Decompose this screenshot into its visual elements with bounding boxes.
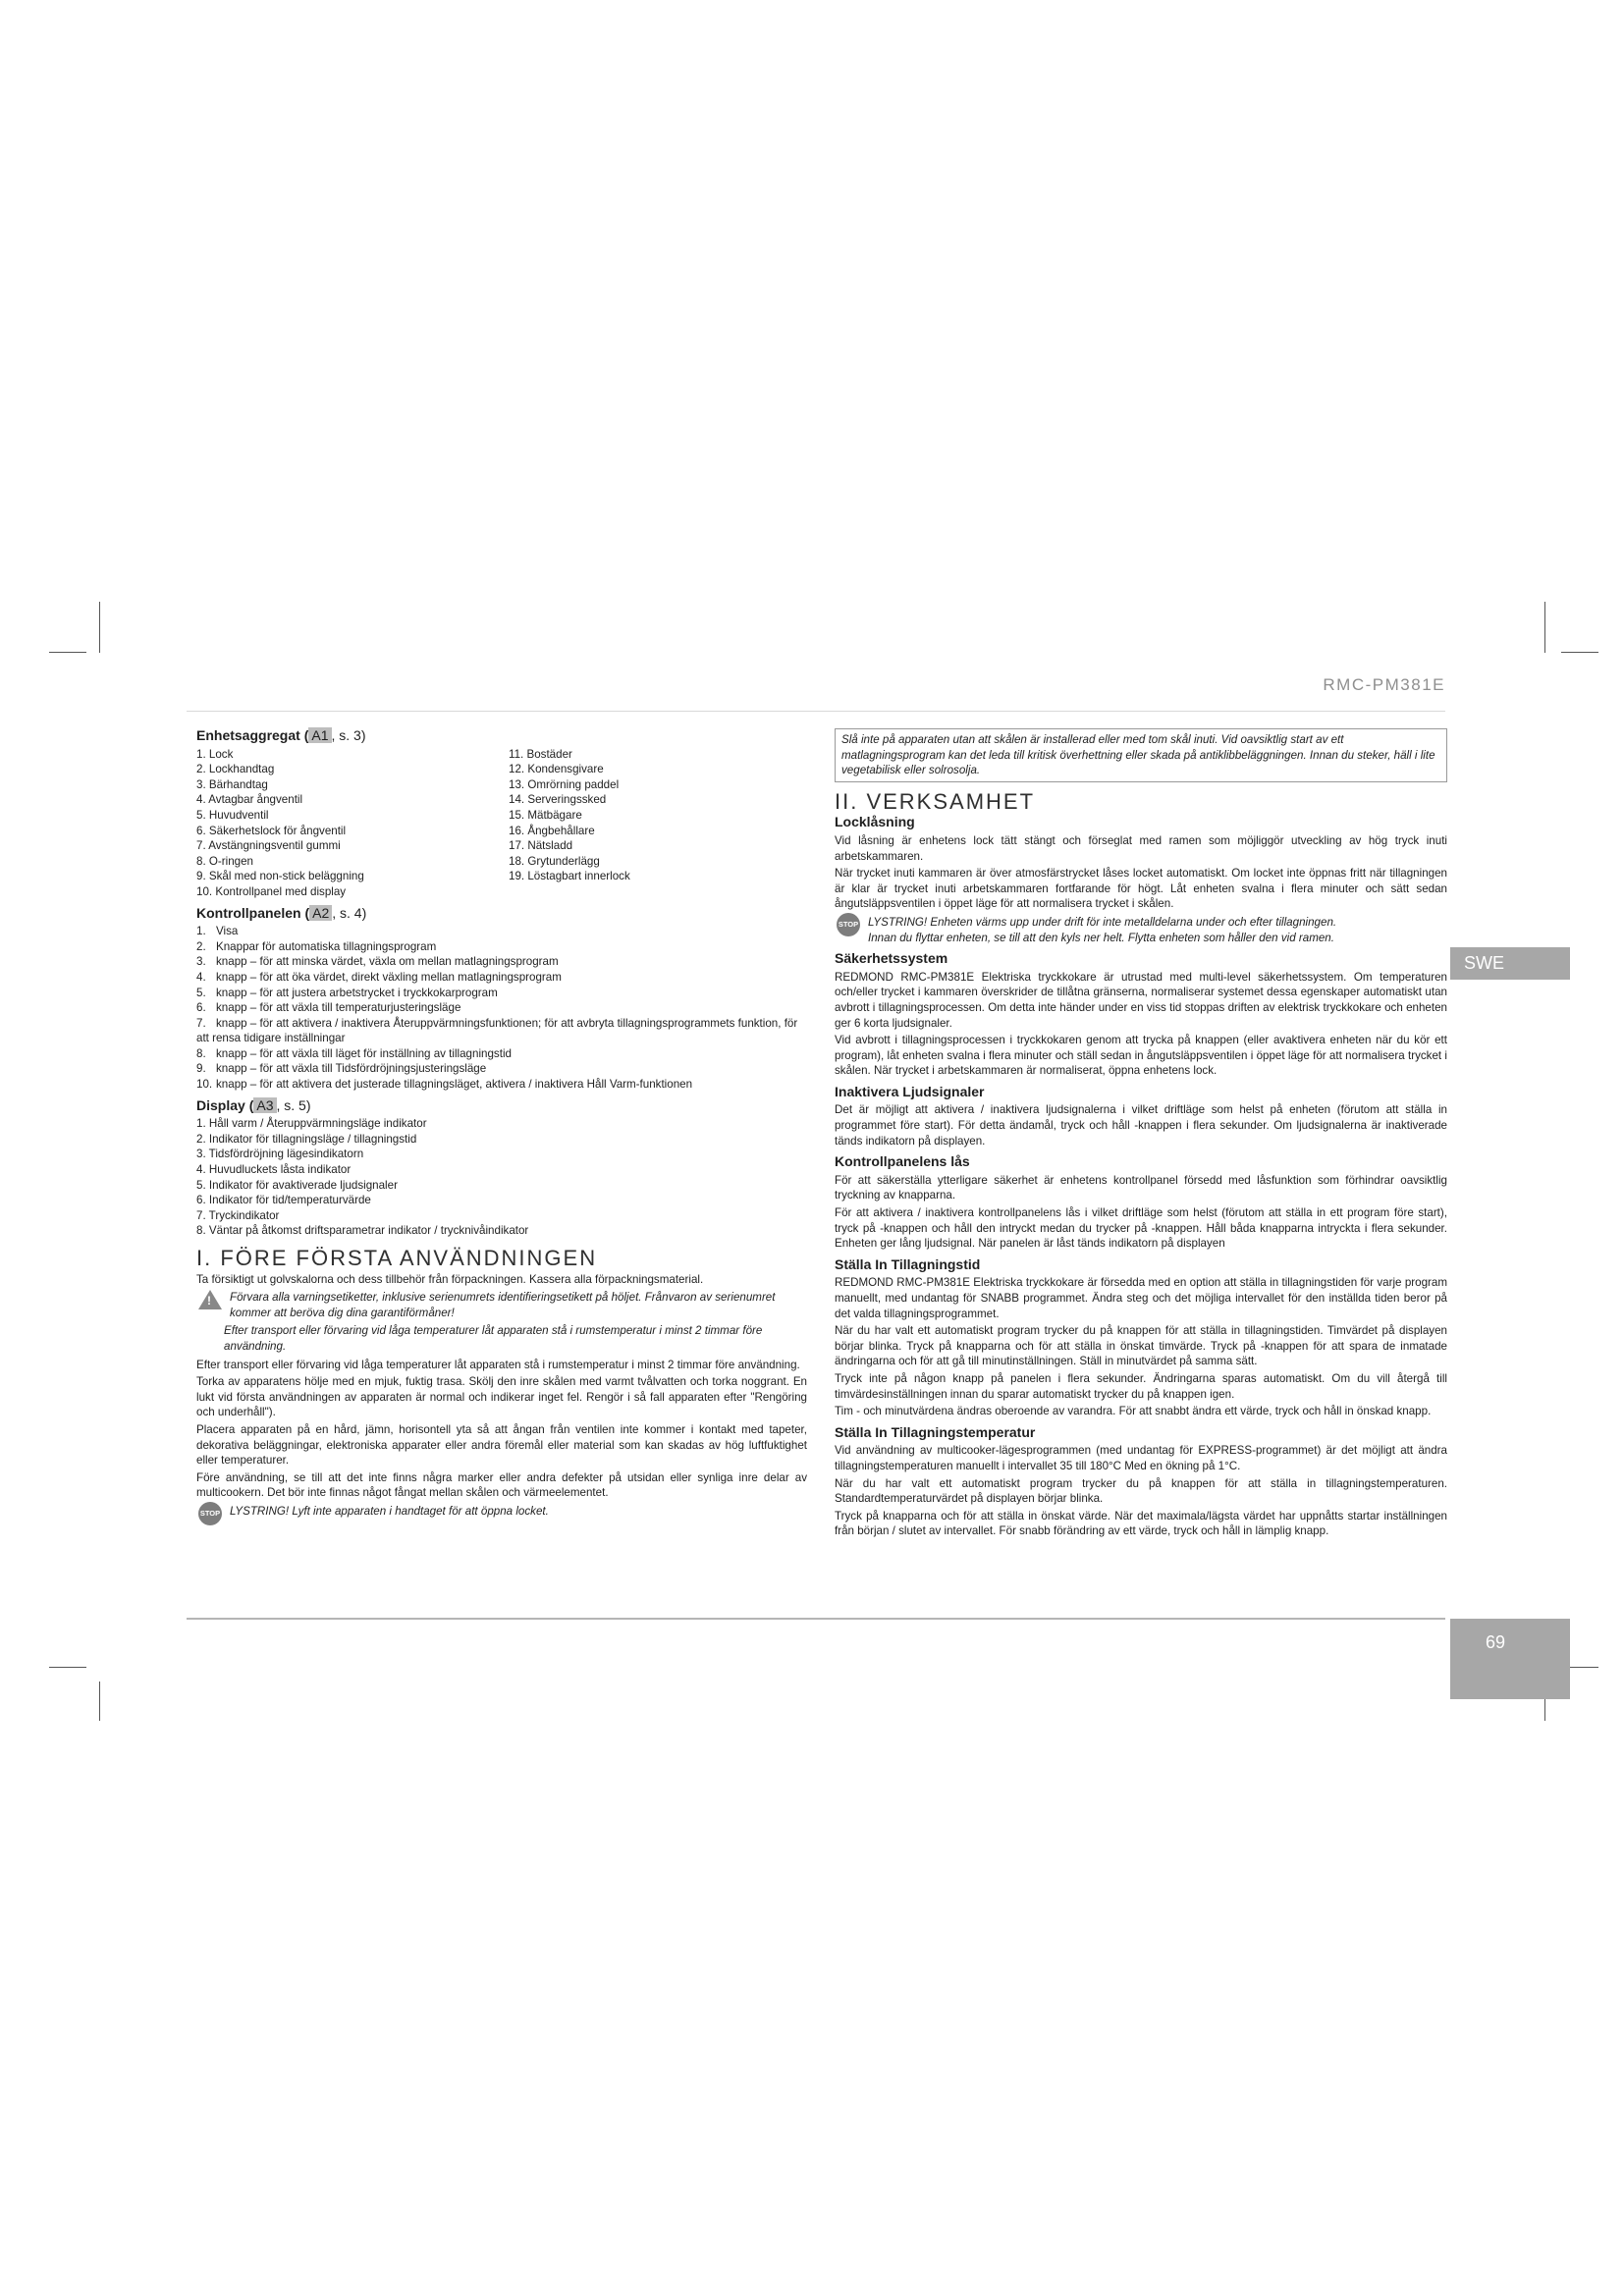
operation-heading: II. VERKSAMHET xyxy=(835,788,1036,814)
list-item: 1. Håll varm / Återuppvärmningsläge indikator xyxy=(196,1117,427,1131)
section-title: Kontrollpanelens lås xyxy=(835,1153,970,1170)
crop-mark xyxy=(49,652,86,653)
list-item: 15. Mätbägare xyxy=(509,808,582,822)
paragraph: När du har valt ett automatiskt program trycker du på knappen för att ställa in tillagningstemperaturen. Standardtemperaturvärdet på displayen börjar blinka. xyxy=(835,1476,1447,1506)
list-item: 3. Tidsfördröjning lägesindikatorn xyxy=(196,1148,364,1161)
footer-divider xyxy=(187,1618,1445,1620)
assembly-list xyxy=(196,747,807,900)
figure-tag: A3 xyxy=(253,1097,276,1113)
section-title: Ställa In Tillagningstemperatur xyxy=(835,1423,1036,1440)
list-item: 10. Kontrollpanel med display xyxy=(196,884,347,898)
model-number: RMC-PM381E xyxy=(1323,675,1445,694)
list-item: 6. Indikator för tid/temperaturvärde xyxy=(196,1194,371,1207)
paragraph: Det är möjligt att aktivera / inaktivera ljudsignalerna i vilket driftläge som helst på enheten (förutom att ställa in programmet före start). För detta ändamål, tryck och håll -knappen i flera sekunder. Om ljudsignalerna är inaktiverade tänds indikatorn på displayen. xyxy=(835,1103,1447,1148)
list-item: 4. knapp – för att öka värdet, direkt växling mellan matlagningsprogram xyxy=(196,970,562,984)
paragraph: Vid användning av multicooker-lägesprogrammen (med undantag för EXPRESS-programmet) är det möjligt att ändra tillagningstemperaturen manuellt i intervallet 35 till 180°C Med en ökning på 1°C. xyxy=(835,1444,1447,1472)
list-item: 5. Huvudventil xyxy=(196,808,269,822)
list-item: 12. Kondensgivare xyxy=(509,763,604,776)
crop-mark xyxy=(1544,602,1545,653)
crop-mark xyxy=(99,602,100,653)
assembly-heading: Enhetsaggregat ( A1 , s. 3) xyxy=(196,727,366,743)
list-item: 8. O-ringen xyxy=(196,854,253,868)
list-item: 10. knapp – för att aktivera det justerade tillagningsläget, aktivera / inaktivera Håll Varm-funktionen xyxy=(196,1078,693,1092)
figure-tag: A1 xyxy=(308,727,331,743)
left-column xyxy=(196,722,807,1526)
list-item: 2. Lockhandtag xyxy=(196,763,275,776)
section-title: Inaktivera Ljudsignaler xyxy=(835,1083,985,1099)
language-tab: SWE xyxy=(1450,947,1570,980)
list-item: 2. Knappar för automatiska tillagningsprogram xyxy=(196,939,437,953)
paragraph: Tryck inte på någon knapp på panelen i flera sekunder. Ändringarna sparas automatiskt. Om du vill återgå till timvärdesinställningen innan du sparar automatiskt trycker du på knappen igen. xyxy=(835,1371,1447,1401)
paragraph: Placera apparaten på en hård, jämn, horisontell yta så att ångan från ventilen inte kommer i kontakt med tapeter, dekorativa beläggningar, elektroniska apparater eller andra föremål eller material som kan skadas av hög luftfuktighet eller temperaturer. xyxy=(196,1422,807,1468)
paragraph: För att säkerställa ytterligare säkerhet är enhetens kontrollpanel försedd med låsfunktion som förhindrar oavsiktlig tryckning av knapparna. xyxy=(835,1173,1447,1202)
panel-heading: Kontrollpanelen ( A2 , s. 4) xyxy=(196,904,367,921)
italic-note: Efter transport eller förvaring vid låga temperaturer låt apparaten stå i rumstemperatur i minst 2 timmar före användning. xyxy=(224,1324,763,1353)
paragraph: REDMOND RMC-PM381E Elektriska tryckkokare är försedda med en option att ställa in tillagningstiden för varje program manuellt, med undantag för SNABB programmet. Ändra steg och det möjliga intervallet för den inställda tiden beror på det valda tillagningsprogrammet. xyxy=(835,1276,1447,1320)
paragraph: När trycket inuti kammaren är över atmosfärstrycket låses locket automatiskt. Om locket inte öppnas fritt när tillagningen är klar är trycket inuti arbetskammaren fortfarande för högt. Låt enheten svalna i flera minuter och sätt sedan ångutsläppsventilen i öppet läge för att normalisera trycket i skålen. xyxy=(835,867,1447,911)
warning-note: ! Förvara alla varningsetiketter, inklusive serienumrets identifieringsetikett på höljet. Frånvaron av serienumret kommer att beröva dig dina garantiförmåner! xyxy=(196,1290,807,1320)
stop-icon: STOP xyxy=(198,1502,222,1525)
display-heading: Display ( A3 , s. 5) xyxy=(196,1096,311,1113)
list-item: 14. Serveringssked xyxy=(509,793,607,807)
right-column xyxy=(835,728,1447,1541)
list-item: 8. Väntar på åtkomst driftsparametrar indikator / trycknivåindikator xyxy=(196,1224,529,1238)
list-item: 16. Ångbehållare xyxy=(509,824,595,837)
paragraph: Vid avbrott i tillagningsprocessen i tryckkokaren genom att trycka på knappen (eller avaktivera enheten när du kör ett program), låt enheten svalna i flera minuter och ställ sedan in ångutsläppsventilen i öppet läge för att normalisera trycket i skålen. När trycket i arbetskammaren är normaliserat, öppna enhetens lock. xyxy=(835,1034,1447,1078)
paragraph: Före användning, se till att det inte finns några marker eller andra defekter på utsidan eller synliga inre delar av multicookern. Det bör inte finnas något fångat mellan skålen och värmeelementet. xyxy=(196,1470,807,1500)
paragraph: REDMOND RMC-PM381E Elektriska tryckkokare är utrustad med multi-level säkerhetssystem. Om temperaturen och/eller trycket i kammaren överskrider de tillåtna gränserna, normaliserar systemet dessa egenskaper automatiskt utan avbrott i tillagningsprocessen. Om detta inte händer under en viss tid stoppas driften av elektrisk tryckkokare och enheten ger 6 korta ljudsignaler. xyxy=(835,970,1447,1030)
boxed-note: Slå inte på apparaten utan att skålen är installerad eller med tom skål inuti. Vid oavsiktlig start av ett matlagningsprogram kan det leda till kritisk överhettning eller skada på antiklibbeläggningen. Innan du steker, häll i lite vegetabilisk eller solrosolja. xyxy=(835,728,1447,782)
list-item: 7. Tryckindikator xyxy=(196,1208,280,1222)
paragraph: Torka av apparatens hölje med en mjuk, fuktig trasa. Skölj den inre skålen med varmt tvålvatten och torka noggrant. En lukt vid första användningen av apparaten är normal och indikerar inget fel. Rengör i så fall apparaten efter "Rengöring och underhåll"). xyxy=(196,1375,807,1419)
paragraph: För att aktivera / inaktivera kontrollpanelens lås i vilket driftläge som helst (förutom att ställa in ett program före start), tryck på -knappen och håll den intryckt medan du trycker på -knappen. Håll båda knapparna intryckta i flera sekunder. Enheten ger lång ljudsignal. När panelen är låst tänds indikatorn på displayen xyxy=(835,1206,1447,1251)
list-item: 4. Huvudluckets låsta indikator xyxy=(196,1163,352,1177)
list-item: 9. Skål med non-stick beläggning xyxy=(196,870,364,883)
list-item: 6. Säkerhetslock för ångventil xyxy=(196,824,347,837)
list-item: 1. Visa xyxy=(196,925,239,938)
paragraph: När du har valt ett automatiskt program trycker du på knappen för att ställa in tillagningstiden. Timvärdet på displayen börjar blinka. Tryck på knapparna och för att ställa in önskat timvärde. Tryck på -knappen för att spara de inmatade ändringarna och för att gå till minutinställningen. Ställ in minutvärdet på samma sätt. xyxy=(835,1324,1447,1368)
paragraph: Tryck på knapparna och för att ställa in önskat värde. När det maximala/lägsta värdet har uppnåtts startar inställningen från början / slutet av intervallet. För snabb förändring av ett värde, tryck och håll in lämplig knapp. xyxy=(835,1509,1447,1538)
list-item: 13. Omrörning paddel xyxy=(509,777,620,791)
list-item: 7. Avstängningsventil gummi xyxy=(196,839,341,853)
header-divider xyxy=(187,711,1445,712)
list-item: 7. knapp – för att aktivera / inaktivera Återuppvärmningsfunktionen; för att avbryta tillagningsprogrammets funktion, för att rensa tidigare inställningar xyxy=(196,1016,798,1045)
list-item: 4. Avtagbar ångventil xyxy=(196,793,303,807)
page-number: 69 xyxy=(1450,1619,1570,1699)
list-item: 1. Lock xyxy=(196,747,234,761)
section-title: Locklåsning xyxy=(835,814,915,830)
paragraph: Tim - och minutvärdena ändras oberoende av varandra. För att snabbt ändra ett värde, tryck och håll in önskad knapp. xyxy=(835,1405,1432,1418)
list-item: 17. Nätsladd xyxy=(509,839,573,853)
list-item: 3. Bärhandtag xyxy=(196,777,268,791)
display-list xyxy=(196,1116,807,1239)
list-item: 5. Indikator för avaktiverade ljudsignaler xyxy=(196,1178,398,1192)
crop-mark xyxy=(49,1667,86,1668)
paragraph: Ta försiktigt ut golvskalorna och dess tillbehör från förpackningen. Kassera alla förpackningsmaterial. xyxy=(196,1272,704,1286)
list-item: 18. Grytunderlägg xyxy=(509,854,600,868)
crop-mark xyxy=(1561,652,1598,653)
crop-mark xyxy=(99,1682,100,1721)
list-item: 19. Löstagbart innerlock xyxy=(509,870,630,883)
panel-list xyxy=(196,924,807,1093)
stop-note: STOP LYSTRING! Enheten värms upp under drift för inte metalldelarna under och efter tillagningen. Innan du flyttar enheten, se till att den kyls ner helt. Flytta enheten som håller den vid ramen. xyxy=(835,915,1447,945)
list-item: 6. knapp – för att växla till temperaturjusteringsläge xyxy=(196,1001,461,1015)
section-title: Ställa In Tillagningstid xyxy=(835,1255,981,1272)
before-first-use-heading: I. FÖRE FÖRSTA ANVÄNDNINGEN xyxy=(196,1246,598,1270)
paragraph: Vid låsning är enhetens lock tätt stängt och förseglat med ramen som möjliggör utveckling av hög tryck inuti arbetskammaren. xyxy=(835,833,1447,863)
list-item: 9. knapp – för att växla till Tidsfördröjningsjusteringsläge xyxy=(196,1062,487,1076)
stop-icon: STOP xyxy=(837,913,860,936)
list-item: 8. knapp – för att växla till läget för inställning av tillagningstid xyxy=(196,1046,512,1060)
list-item: 2. Indikator för tillagningsläge / tillagningstid xyxy=(196,1132,417,1146)
list-item: 11. Bostäder xyxy=(509,747,572,761)
warning-icon xyxy=(198,1290,222,1309)
paragraph: Efter transport eller förvaring vid låga temperaturer låt apparaten stå i rumstemperatur i minst 2 timmar före användning. xyxy=(196,1358,800,1371)
list-item: 5. knapp – för att justera arbetstrycket i tryckkokarprogram xyxy=(196,986,498,999)
stop-note: STOP LYSTRING! Lyft inte apparaten i handtaget för att öppna locket. xyxy=(196,1504,807,1523)
section-title: Säkerhetssystem xyxy=(835,950,948,967)
figure-tag: A2 xyxy=(309,905,332,921)
list-item: 3. knapp – för att minska värdet, växla om mellan matlagningsprogram xyxy=(196,955,559,969)
